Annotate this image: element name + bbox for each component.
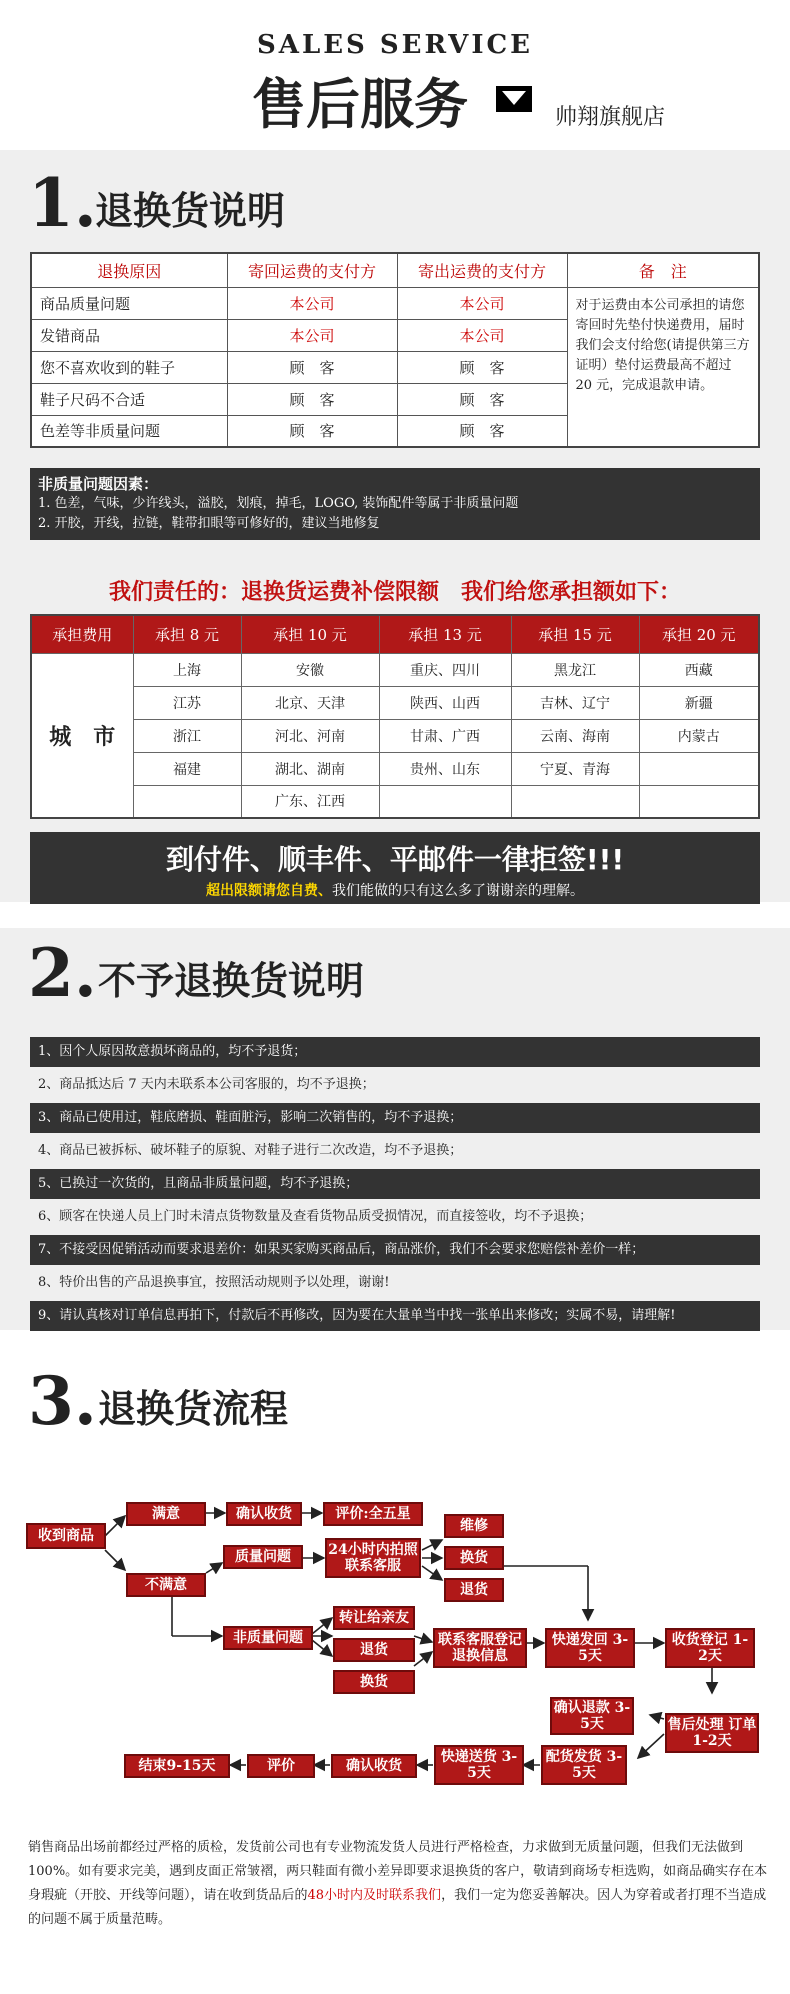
table-cell: 宁夏、青海 xyxy=(511,752,639,785)
table-cell: 色差等非质量问题 xyxy=(31,415,227,447)
flow-express-back: 快递发回 3-5天 xyxy=(545,1628,635,1668)
header xyxy=(0,0,790,150)
compensation-table xyxy=(30,614,760,819)
rule-item: 7、不接受因促销活动而要求退差价：如果买家购买商品后，商品涨价，我们不会要求您赔偿补差价一样； xyxy=(30,1235,760,1265)
table-header: 承担 13 元 xyxy=(379,615,511,653)
flow-quality-issue: 质量问题 xyxy=(223,1545,303,1569)
flow-register-info: 联系客服登记退换信息 xyxy=(433,1628,527,1668)
table-cell: 商品质量问题 xyxy=(31,287,227,319)
table-cell: 本公司 xyxy=(227,287,397,319)
self-pay-note: 超出限额请您自费、 xyxy=(206,883,332,899)
refuse-text: 到付件、顺丰件、平邮件一律拒签!!! xyxy=(165,843,625,876)
footer-text: ，我们一定为您妥善解决。因人为穿着或者打理不当造成的问题不属于质量范畴。 xyxy=(28,1888,767,1927)
table-cell: 重庆、四川 xyxy=(379,653,511,686)
flow-end: 结束9-15天 xyxy=(124,1754,230,1778)
flow-receive-register: 收货登记 1-2天 xyxy=(665,1628,755,1668)
flow-after-sales: 售后处理 订单1-2天 xyxy=(665,1713,759,1753)
table-header: 备 注 xyxy=(567,253,759,287)
flow-express-send: 快递送货 3-5天 xyxy=(434,1745,524,1785)
flow-photo-contact: 24小时内拍照联系客服 xyxy=(325,1538,421,1578)
flow-exchange-2: 换货 xyxy=(333,1670,415,1694)
section-title: 退换货说明 xyxy=(95,189,286,233)
table-cell xyxy=(511,785,639,818)
shipping-note: 对于运费由本公司承担的请您寄回时先垫付快递费用，届时我们会支付给您(请提供第三方证明）垫付运费最高不超过 20 元，完成退款申请。 xyxy=(567,287,759,447)
rule-item: 4、商品已被拆标、破坏鞋子的原貌、对鞋子进行二次改造，均不予退换； xyxy=(30,1136,760,1166)
table-cell: 顾 客 xyxy=(227,415,397,447)
section-number: 2. xyxy=(28,934,97,1012)
triangle-down-icon xyxy=(496,86,532,112)
table-cell: 陕西、山西 xyxy=(379,686,511,719)
non-quality-line: 1. 色差，气味，少许线头，溢胶，划痕，掉毛，LOGO, 装饰配件等属于非质量问题 xyxy=(38,496,519,511)
table-header: 退换原因 xyxy=(31,253,227,287)
flow-confirm-receipt: 确认收货 xyxy=(226,1502,302,1526)
flow-ship-new: 配货发货 3-5天 xyxy=(541,1745,627,1785)
table-cell: 上海 xyxy=(133,653,241,686)
table-cell: 顾 客 xyxy=(227,383,397,415)
section-number: 3. xyxy=(28,1362,97,1440)
table-cell: 顾 客 xyxy=(227,351,397,383)
rule-item: 9、请认真核对订单信息再拍下，付款后不再修改，因为要在大量单当中找一张单出来修改；实属不易，请理解! xyxy=(30,1301,760,1331)
sales-service-title: SALES SERVICE xyxy=(257,30,533,60)
shop-name: 帅翔旗舰店 xyxy=(555,105,666,130)
flow-receive: 收到商品 xyxy=(26,1523,106,1549)
rule-item: 2、商品抵达后 7 天内未联系本公司客服的，均不予退换； xyxy=(30,1070,760,1100)
table-cell: 顾 客 xyxy=(397,351,567,383)
table-header: 承担 20 元 xyxy=(639,615,759,653)
table-cell: 本公司 xyxy=(227,319,397,351)
table-header: 寄回运费的支付方 xyxy=(227,253,397,287)
flow-rate: 评价 xyxy=(247,1754,315,1778)
table-cell: 湖北、湖南 xyxy=(241,752,379,785)
table-cell xyxy=(379,785,511,818)
table-row xyxy=(31,653,759,686)
after-sales-title: 售后服务 xyxy=(252,73,468,136)
footer-note xyxy=(28,1836,768,1932)
table-cell xyxy=(639,785,759,818)
refuse-box xyxy=(30,832,760,904)
table-cell xyxy=(133,785,241,818)
table-cell: 河北、河南 xyxy=(241,719,379,752)
flow-refund-2: 退货 xyxy=(333,1638,415,1662)
table-header: 承担 15 元 xyxy=(511,615,639,653)
table-cell: 江苏 xyxy=(133,686,241,719)
return-reason-table xyxy=(30,252,760,448)
table-cell: 本公司 xyxy=(397,319,567,351)
table-row xyxy=(31,686,759,719)
table-cell: 内蒙古 xyxy=(639,719,759,752)
table-cell: 北京、天津 xyxy=(241,686,379,719)
table-cell: 福建 xyxy=(133,752,241,785)
rule-item: 1、因个人原因故意损坏商品的，均不予退货； xyxy=(30,1037,760,1067)
table-cell: 广东、江西 xyxy=(241,785,379,818)
section-title: 不予退换货说明 xyxy=(98,959,365,1003)
table-cell: 新疆 xyxy=(639,686,759,719)
city-label: 城 市 xyxy=(31,653,133,818)
non-quality-title: 非质量问题因素： xyxy=(38,475,159,493)
non-quality-line: 2. 开胶，开线，拉链，鞋带扣眼等可修好的，建议当地修复 xyxy=(38,516,380,531)
table-row xyxy=(31,752,759,785)
table-cell: 顾 客 xyxy=(397,415,567,447)
table-cell: 本公司 xyxy=(397,287,567,319)
compensation-title: 我们责任的：退换货运费补偿限额 我们给您承担额如下： xyxy=(108,580,681,605)
rule-item: 5、已换过一次货的，且商品非质量问题，均不予退换； xyxy=(30,1169,760,1199)
table-cell: 吉林、辽宁 xyxy=(511,686,639,719)
table-cell: 发错商品 xyxy=(31,319,227,351)
table-header: 承担 10 元 xyxy=(241,615,379,653)
flow-confirm-receipt-2: 确认收货 xyxy=(331,1754,417,1778)
table-cell xyxy=(639,752,759,785)
rule-item: 8、特价出售的产品退换事宜，按照活动规则予以处理，谢谢! xyxy=(30,1268,760,1298)
flow-rate-five-star: 评价:全五星 xyxy=(323,1502,423,1526)
flow-non-quality: 非质量问题 xyxy=(223,1626,313,1650)
table-cell: 顾 客 xyxy=(397,383,567,415)
table-cell: 浙江 xyxy=(133,719,241,752)
table-cell: 贵州、山东 xyxy=(379,752,511,785)
flow-satisfied: 满意 xyxy=(126,1502,206,1526)
rule-item: 3、商品已使用过，鞋底磨损、鞋面脏污，影响二次销售的，均不予退换； xyxy=(30,1103,760,1133)
flow-refund: 退货 xyxy=(444,1578,504,1602)
table-header: 承担费用 xyxy=(31,615,133,653)
flow-gift-friend: 转让给亲友 xyxy=(333,1606,415,1630)
section-title: 退换货流程 xyxy=(98,1387,289,1431)
footer-highlight: 48小时内及时联系我们 xyxy=(307,1888,442,1903)
table-header: 寄出运费的支付方 xyxy=(397,253,567,287)
rule-item: 6、顾客在快递人员上门时未清点货物数量及查看货物品质受损情况，而直接签收，均不予退换； xyxy=(30,1202,760,1232)
flow-repair: 维修 xyxy=(444,1514,504,1538)
table-cell: 您不喜欢收到的鞋子 xyxy=(31,351,227,383)
non-quality-box xyxy=(30,468,760,540)
flow-confirm-refund: 确认退款 3-5天 xyxy=(550,1697,634,1735)
thanks-note: 我们能做的只有这么多了谢谢亲的理解。 xyxy=(332,883,584,899)
table-row xyxy=(31,287,759,319)
footer-text: 销售商品出场前都经过严格的质检，发货前公司也有专业物流发货人员进行严格检查，力求做到无质量问题，但我们无法做到100%。如有要求完美，遇到皮面正常皱褶，两只鞋面有微小差异即要求退换货的客户，敬请到商场专柜选购，如商品确实存在本身瑕疵（开胶、开线等问题），请在收到货品后的 xyxy=(28,1840,768,1903)
table-cell: 鞋子尺码不合适 xyxy=(31,383,227,415)
section-number: 1. xyxy=(28,164,97,242)
table-cell: 西藏 xyxy=(639,653,759,686)
table-cell: 云南、海南 xyxy=(511,719,639,752)
table-header: 承担 8 元 xyxy=(133,615,241,653)
flow-unsatisfied: 不满意 xyxy=(126,1573,206,1597)
flow-exchange: 换货 xyxy=(444,1546,504,1570)
table-row xyxy=(31,719,759,752)
table-cell: 安徽 xyxy=(241,653,379,686)
table-row xyxy=(31,785,759,818)
table-cell: 黑龙江 xyxy=(511,653,639,686)
table-cell: 甘肃、广西 xyxy=(379,719,511,752)
